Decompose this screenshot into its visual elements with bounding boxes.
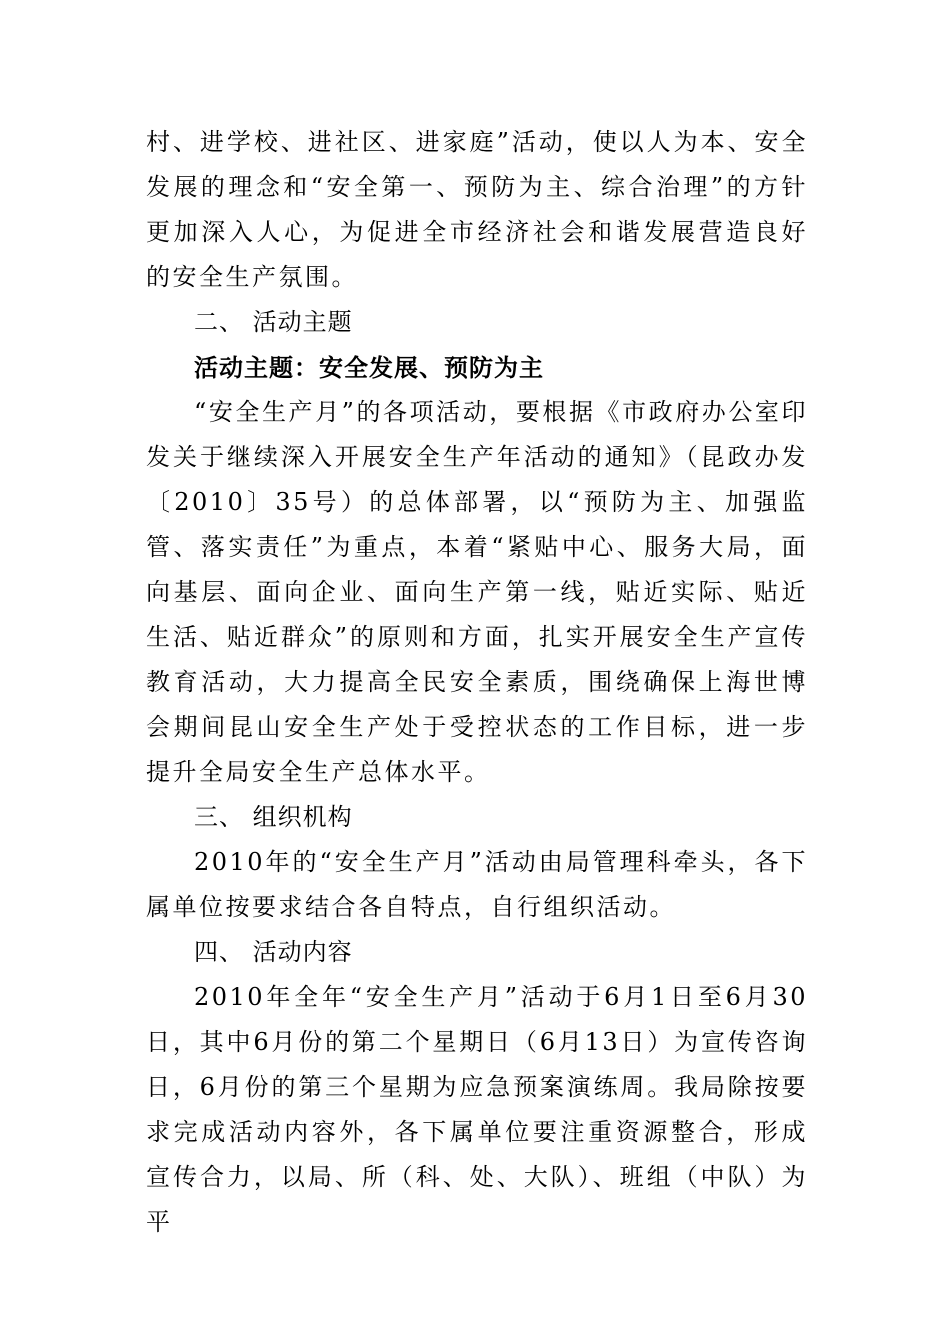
section-heading-content: 四、 活动内容 — [194, 938, 353, 966]
paragraph-continuation: 村、进学校、进社区、进家庭”活动，使以人为本、安全发展的理念和“安全第一、预防为主、综合治理”的方针更加深入人心，为促进全市经济社会和谐发展营造良好的安全生产氛围。 — [146, 128, 808, 291]
document-page — [146, 120, 808, 1245]
theme-statement: 活动主题：安全发展、预防为主 — [194, 353, 544, 382]
section-heading-theme: 二、 活动主题 — [194, 308, 353, 336]
paragraph-theme-body: “安全生产月”的各项活动，要根据《市政府办公室印发关于继续深入开展安全生产年活动的通知》（昆政办发〔2010〕35号）的总体部署，以“预防为主、加强监管、落实责任”为重点，本着“紧贴中心、服务大局，面向基层、面向企业、面向生产第一线，贴近实际、贴近生活、贴近群众”的原则和方面，扎实开展安全生产宣传教育活动，大力提高全民安全素质，围绕确保上海世博会期间昆山安全生产处于受控状态的工作目标，进一步提升全局安全生产总体水平。 — [146, 398, 808, 786]
paragraph-organization-body: 2010年的“安全生产月”活动由局管理科牵头，各下属单位按要求结合各自特点，自行组织活动。 — [146, 848, 808, 921]
section-heading-organization: 三、 组织机构 — [194, 803, 353, 831]
paragraph-content-body: 2010年全年“安全生产月”活动于6月1日至6月30日，其中6月份的第二个星期日（6月13日）为宣传咨询日，6月份的第三个星期为应急预案演练周。我局除按要求完成活动内容外，各下属单位要注重资源整合，形成宣传合力，以局、所（科、处、大队）、班组（中队）为平 — [146, 983, 808, 1236]
